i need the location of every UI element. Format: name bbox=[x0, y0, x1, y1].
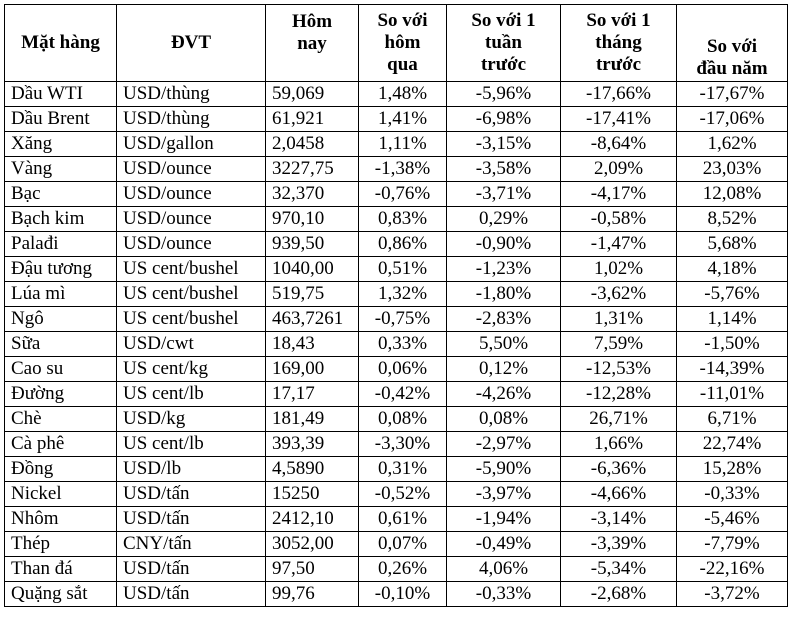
cell-vs-last-month: 2,09% bbox=[561, 157, 677, 182]
cell-unit: US cent/kg bbox=[117, 357, 266, 382]
cell-unit: USD/tấn bbox=[117, 557, 266, 582]
header-label: Hôm bbox=[291, 11, 333, 32]
header-vs-yesterday bbox=[359, 5, 447, 82]
cell-vs-yesterday: 0,06% bbox=[359, 357, 447, 382]
cell-unit: USD/ounce bbox=[117, 157, 266, 182]
cell-unit: US cent/bushel bbox=[117, 307, 266, 332]
cell-today: 99,76 bbox=[266, 582, 359, 607]
cell-vs-last-month: 1,66% bbox=[561, 432, 677, 457]
header-vs-last-week bbox=[447, 5, 561, 82]
cell-vs-last-month: -3,39% bbox=[561, 532, 677, 557]
cell-commodity: Bạc bbox=[5, 182, 117, 207]
cell-vs-year-start: 12,08% bbox=[677, 182, 788, 207]
cell-vs-year-start: -14,39% bbox=[677, 357, 788, 382]
cell-commodity: Xăng bbox=[5, 132, 117, 157]
cell-vs-last-month: -17,41% bbox=[561, 107, 677, 132]
cell-vs-last-month: -3,62% bbox=[561, 282, 677, 307]
cell-today: 3052,00 bbox=[266, 532, 359, 557]
cell-commodity: Cao su bbox=[5, 357, 117, 382]
cell-unit: USD/gallon bbox=[117, 132, 266, 157]
cell-commodity: Bạch kim bbox=[5, 207, 117, 232]
cell-vs-last-month: -12,53% bbox=[561, 357, 677, 382]
cell-vs-last-week: -3,15% bbox=[447, 132, 561, 157]
cell-vs-last-month: -2,68% bbox=[561, 582, 677, 607]
cell-vs-year-start: -5,46% bbox=[677, 507, 788, 532]
cell-unit: USD/ounce bbox=[117, 182, 266, 207]
table-row bbox=[5, 307, 788, 332]
cell-vs-yesterday: 0,26% bbox=[359, 557, 447, 582]
cell-vs-year-start: -3,72% bbox=[677, 582, 788, 607]
table-row bbox=[5, 257, 788, 282]
header-label: So với 1 bbox=[586, 10, 651, 31]
cell-today: 15250 bbox=[266, 482, 359, 507]
header-label: So với bbox=[377, 10, 428, 31]
cell-vs-yesterday: 1,41% bbox=[359, 107, 447, 132]
cell-vs-last-month: -6,36% bbox=[561, 457, 677, 482]
cell-vs-last-week: -5,96% bbox=[447, 82, 561, 107]
cell-vs-last-week: -1,80% bbox=[447, 282, 561, 307]
cell-vs-last-week: 4,06% bbox=[447, 557, 561, 582]
cell-commodity: Than đá bbox=[5, 557, 117, 582]
cell-vs-yesterday: -0,76% bbox=[359, 182, 447, 207]
cell-vs-year-start: 22,74% bbox=[677, 432, 788, 457]
cell-commodity: Cà phê bbox=[5, 432, 117, 457]
cell-commodity: Dầu Brent bbox=[5, 107, 117, 132]
header-label: trước bbox=[595, 54, 642, 75]
cell-vs-last-week: -1,94% bbox=[447, 507, 561, 532]
cell-vs-last-week: -4,26% bbox=[447, 382, 561, 407]
cell-vs-last-month: -4,17% bbox=[561, 182, 677, 207]
cell-today: 970,10 bbox=[266, 207, 359, 232]
cell-vs-last-week: -6,98% bbox=[447, 107, 561, 132]
cell-today: 17,17 bbox=[266, 382, 359, 407]
cell-vs-year-start: -17,67% bbox=[677, 82, 788, 107]
table-row bbox=[5, 557, 788, 582]
cell-vs-last-week: -3,97% bbox=[447, 482, 561, 507]
header-label: qua bbox=[387, 54, 418, 75]
cell-unit: USD/tấn bbox=[117, 582, 266, 607]
header-label: đầu năm bbox=[696, 58, 768, 79]
cell-today: 463,7261 bbox=[266, 307, 359, 332]
header-label: nay bbox=[297, 33, 327, 54]
cell-vs-last-week: -3,71% bbox=[447, 182, 561, 207]
cell-vs-yesterday: 0,61% bbox=[359, 507, 447, 532]
cell-commodity: Thép bbox=[5, 532, 117, 557]
cell-today: 939,50 bbox=[266, 232, 359, 257]
cell-unit: US cent/lb bbox=[117, 382, 266, 407]
cell-vs-yesterday: 1,32% bbox=[359, 282, 447, 307]
table-row bbox=[5, 232, 788, 257]
table-row bbox=[5, 282, 788, 307]
cell-unit: CNY/tấn bbox=[117, 532, 266, 557]
cell-today: 181,49 bbox=[266, 407, 359, 432]
cell-today: 2,0458 bbox=[266, 132, 359, 157]
cell-commodity: Vàng bbox=[5, 157, 117, 182]
cell-vs-last-week: -0,90% bbox=[447, 232, 561, 257]
header-label: tháng bbox=[595, 32, 642, 53]
header-label: Mặt hàng bbox=[21, 32, 100, 53]
header-commodity bbox=[5, 5, 117, 82]
cell-vs-last-week: 0,29% bbox=[447, 207, 561, 232]
cell-commodity: Quặng sắt bbox=[5, 582, 117, 607]
header-label: trước bbox=[480, 54, 527, 75]
table-row bbox=[5, 207, 788, 232]
table-row bbox=[5, 332, 788, 357]
cell-vs-year-start: 5,68% bbox=[677, 232, 788, 257]
cell-vs-last-week: 0,12% bbox=[447, 357, 561, 382]
cell-commodity: Sữa bbox=[5, 332, 117, 357]
cell-today: 59,069 bbox=[266, 82, 359, 107]
cell-vs-year-start: 6,71% bbox=[677, 407, 788, 432]
cell-vs-yesterday: -0,10% bbox=[359, 582, 447, 607]
cell-vs-yesterday: 0,83% bbox=[359, 207, 447, 232]
cell-unit: USD/cwt bbox=[117, 332, 266, 357]
cell-unit: USD/tấn bbox=[117, 507, 266, 532]
cell-vs-year-start: 15,28% bbox=[677, 457, 788, 482]
table-row bbox=[5, 507, 788, 532]
cell-vs-yesterday: -0,75% bbox=[359, 307, 447, 332]
table-header bbox=[5, 5, 788, 82]
cell-vs-last-month: 1,02% bbox=[561, 257, 677, 282]
cell-vs-last-week: -3,58% bbox=[447, 157, 561, 182]
cell-vs-yesterday: 1,11% bbox=[359, 132, 447, 157]
table-row bbox=[5, 582, 788, 607]
cell-commodity: Đồng bbox=[5, 457, 117, 482]
header-today bbox=[266, 5, 359, 82]
table-row bbox=[5, 357, 788, 382]
cell-vs-year-start: -11,01% bbox=[677, 382, 788, 407]
table-row bbox=[5, 382, 788, 407]
cell-vs-year-start: -1,50% bbox=[677, 332, 788, 357]
cell-commodity: Chè bbox=[5, 407, 117, 432]
cell-vs-last-week: 5,50% bbox=[447, 332, 561, 357]
cell-unit: USD/ounce bbox=[117, 232, 266, 257]
cell-vs-last-week: -1,23% bbox=[447, 257, 561, 282]
cell-today: 61,921 bbox=[266, 107, 359, 132]
cell-vs-yesterday: 0,33% bbox=[359, 332, 447, 357]
table-body bbox=[5, 82, 788, 607]
header-vs-year-start bbox=[677, 5, 788, 82]
cell-vs-last-month: -8,64% bbox=[561, 132, 677, 157]
cell-unit: US cent/bushel bbox=[117, 257, 266, 282]
cell-commodity: Lúa mì bbox=[5, 282, 117, 307]
cell-vs-last-month: -5,34% bbox=[561, 557, 677, 582]
cell-vs-year-start: 1,62% bbox=[677, 132, 788, 157]
cell-unit: USD/thùng bbox=[117, 107, 266, 132]
cell-vs-year-start: 1,14% bbox=[677, 307, 788, 332]
cell-vs-last-week: -2,83% bbox=[447, 307, 561, 332]
cell-vs-last-month: 1,31% bbox=[561, 307, 677, 332]
cell-unit: USD/kg bbox=[117, 407, 266, 432]
commodity-price-table bbox=[4, 4, 788, 607]
cell-vs-last-week: -5,90% bbox=[447, 457, 561, 482]
table-row bbox=[5, 182, 788, 207]
cell-today: 1040,00 bbox=[266, 257, 359, 282]
cell-vs-last-month: 26,71% bbox=[561, 407, 677, 432]
cell-vs-year-start: -7,79% bbox=[677, 532, 788, 557]
cell-unit: US cent/bushel bbox=[117, 282, 266, 307]
cell-vs-yesterday: 0,51% bbox=[359, 257, 447, 282]
cell-vs-yesterday: 0,08% bbox=[359, 407, 447, 432]
cell-vs-year-start: -5,76% bbox=[677, 282, 788, 307]
cell-unit: USD/lb bbox=[117, 457, 266, 482]
cell-commodity: Nhôm bbox=[5, 507, 117, 532]
cell-vs-last-month: -17,66% bbox=[561, 82, 677, 107]
header-label: hôm bbox=[384, 32, 421, 53]
cell-vs-last-week: 0,08% bbox=[447, 407, 561, 432]
cell-commodity: Dầu WTI bbox=[5, 82, 117, 107]
table-row bbox=[5, 532, 788, 557]
cell-vs-yesterday: -0,42% bbox=[359, 382, 447, 407]
cell-vs-last-month: -12,28% bbox=[561, 382, 677, 407]
cell-today: 3227,75 bbox=[266, 157, 359, 182]
cell-commodity: Nickel bbox=[5, 482, 117, 507]
cell-vs-year-start: 23,03% bbox=[677, 157, 788, 182]
table-row bbox=[5, 157, 788, 182]
cell-vs-last-month: 7,59% bbox=[561, 332, 677, 357]
cell-vs-year-start: -0,33% bbox=[677, 482, 788, 507]
header-vs-last-month bbox=[561, 5, 677, 82]
cell-unit: USD/ounce bbox=[117, 207, 266, 232]
header-label: So với 1 bbox=[471, 10, 536, 31]
cell-vs-last-week: -2,97% bbox=[447, 432, 561, 457]
cell-today: 32,370 bbox=[266, 182, 359, 207]
cell-commodity: Ngô bbox=[5, 307, 117, 332]
cell-vs-year-start: -17,06% bbox=[677, 107, 788, 132]
table-row bbox=[5, 407, 788, 432]
cell-vs-last-week: -0,33% bbox=[447, 582, 561, 607]
cell-today: 519,75 bbox=[266, 282, 359, 307]
cell-vs-year-start: -22,16% bbox=[677, 557, 788, 582]
cell-vs-yesterday: -3,30% bbox=[359, 432, 447, 457]
cell-vs-yesterday: 0,07% bbox=[359, 532, 447, 557]
cell-vs-year-start: 8,52% bbox=[677, 207, 788, 232]
cell-commodity: Palađi bbox=[5, 232, 117, 257]
cell-vs-yesterday: 1,48% bbox=[359, 82, 447, 107]
cell-vs-last-month: -0,58% bbox=[561, 207, 677, 232]
table-row bbox=[5, 132, 788, 157]
header-label: tuần bbox=[485, 32, 522, 53]
cell-vs-last-month: -4,66% bbox=[561, 482, 677, 507]
table-row bbox=[5, 107, 788, 132]
cell-vs-last-month: -1,47% bbox=[561, 232, 677, 257]
cell-vs-year-start: 4,18% bbox=[677, 257, 788, 282]
table-row bbox=[5, 482, 788, 507]
header-label: So với bbox=[706, 36, 758, 57]
cell-vs-yesterday: 0,86% bbox=[359, 232, 447, 257]
cell-today: 393,39 bbox=[266, 432, 359, 457]
cell-vs-last-month: -3,14% bbox=[561, 507, 677, 532]
cell-today: 18,43 bbox=[266, 332, 359, 357]
cell-vs-yesterday: -0,52% bbox=[359, 482, 447, 507]
cell-commodity: Đậu tương bbox=[5, 257, 117, 282]
cell-today: 2412,10 bbox=[266, 507, 359, 532]
header-label: ĐVT bbox=[170, 32, 212, 53]
cell-unit: USD/tấn bbox=[117, 482, 266, 507]
table-row bbox=[5, 82, 788, 107]
cell-vs-yesterday: 0,31% bbox=[359, 457, 447, 482]
cell-unit: USD/thùng bbox=[117, 82, 266, 107]
header-row bbox=[5, 5, 788, 82]
cell-vs-yesterday: -1,38% bbox=[359, 157, 447, 182]
cell-unit: US cent/lb bbox=[117, 432, 266, 457]
cell-vs-last-week: -0,49% bbox=[447, 532, 561, 557]
cell-today: 4,5890 bbox=[266, 457, 359, 482]
header-unit bbox=[117, 5, 266, 82]
table-row bbox=[5, 457, 788, 482]
cell-commodity: Đường bbox=[5, 382, 117, 407]
cell-today: 169,00 bbox=[266, 357, 359, 382]
cell-today: 97,50 bbox=[266, 557, 359, 582]
table-row bbox=[5, 432, 788, 457]
